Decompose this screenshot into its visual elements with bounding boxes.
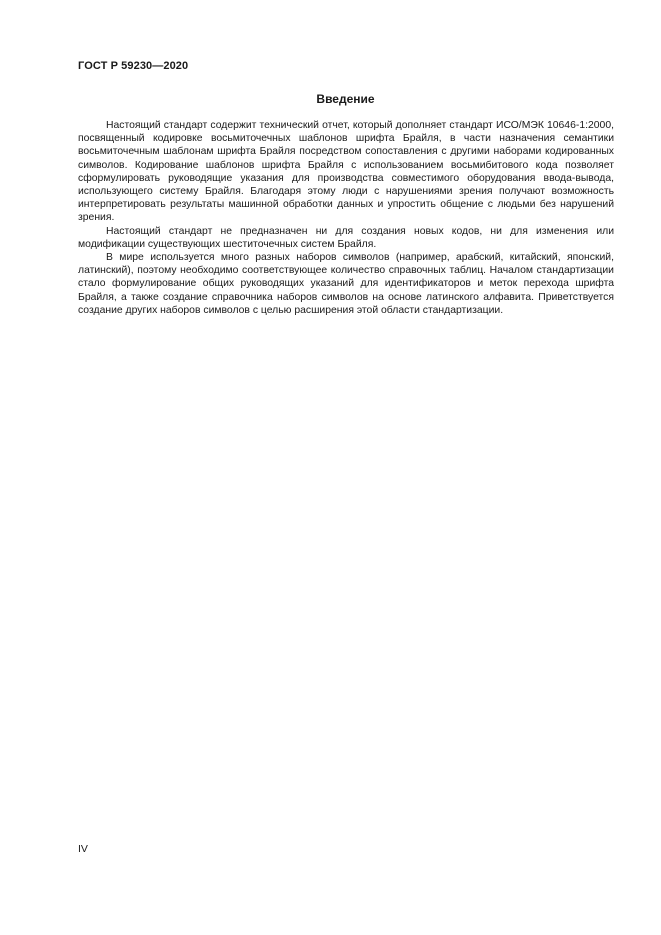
paragraph-2: Настоящий стандарт не предназначен ни для создания новых кодов, ни для изменения или модификации существующих шеститочечных систем Брайля. [78, 225, 614, 250]
paragraph-1: Настоящий стандарт содержит технический отчет, который дополняет стандарт ИСО/МЭК 10646-1:2000, посвященный кодировке восьмиточечных шаблонов шрифта Брайля, в части назначения семантики восьмиточечным шаблонам шрифта Брайля посредством сопоставления с другими наборами кодированных символов. Кодирование шаблонов шрифта Брайля с использованием восьмибитового кода позволяет сформулировать руководящие указания для производства совместимого оборудования ввода-вывода, использующего систему Брайля. Благодаря этому люди с нарушениями зрения получают возможность интерпретировать результаты машинной обработки данных и упростить общение с людьми без нарушений зрения. [78, 120, 614, 224]
section-title: Введение [316, 92, 375, 106]
page-number: IV [78, 843, 88, 855]
paragraph-3: В мире используется много разных наборов символов (например, арабский, китайский, японский, латинский), поэтому необходимо соответствующее количество справочных таблиц. Началом стандартизации стало формулирование общих руководящих указаний для идентификаторов и меток перехода шрифта Брайля, а также создание справочника наборов символов на основе латинского алфавита. Приветствуется создание других наборов символов с целью расширения этой области стандартизации. [78, 252, 614, 316]
document-code: ГОСТ Р 59230—2020 [78, 60, 189, 72]
body-text [78, 119, 614, 317]
